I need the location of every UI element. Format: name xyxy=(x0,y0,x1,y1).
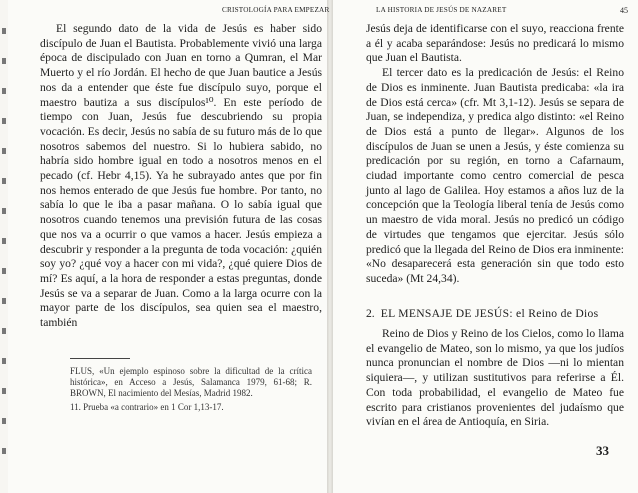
left-paragraph: El segundo dato de la vida de Jesús es haber sido discípulo de Juan el Bautista. Probablemente vivió una larga época de discipulado con Juan en torno a Qumran, el Mar Muerto y el río Jordán. El hecho de que Juan bautice a Jesús nos da a entender que éste fue discípulo suyo, porque el maestro bautiza a sus discípulos¹⁰. En este período de tiempo con Juan, Jesús fue descubriendo su propia vocación. Es decir, Jesús no sabía de su futuro más de lo que nosotros sabemos del nuestro. Si lo hubiera sabido, no habría sido hombre igual en todo a nosotros menos en el pecado (cf. Hebr 4,15). Ya he subrayado antes que por fin nos hemos enterado de que Jesús fue hombre. Por tanto, no sabía lo que le iba a pasar mañana. O lo sabía igual que nosotros cuando tenemos una previsión futura de las cosas que nos va a ocurrir o que vamos a hacer. Jesús empieza a descubrir y responder a la pregunta de toda vocación: ¿quién soy yo? ¿qué voy a hacer con mi vida?, ¿qué quiere Dios de mí? Es aquí, a la hora de responder a estas preguntas, donde Jesús se va a separar de Juan. Como a la larga ocurre con la mayor parte de los discípulos, sea quien sea el maestro, también xyxy=(40,22,322,330)
footnote-10: FLUS, «Un ejemplo espinoso sobre la dificultad de la crítica histórica», en Acceso a Jesús, Salamanca 1979, 61-68; R. BROWN, El nacimiento del Mesías, Madrid 1982. xyxy=(70,366,312,398)
right-paragraph-2: El tercer dato es la predicación de Jesús: el Reino de Dios es inminente. Juan Bautista predicaba: «la ira de Dios está cerca» (cfr. Mt 3,1-12). Jesús se separa de Juan, se independiza, y predica algo distinto: «el Reino de Dios está a punto de llegar». Algunos de los discípulos de Juan se unen a Jesús, y éste comienza su predicación por su región, en torno a Cafarnaum, ciudad importante como centro comercial de pesca junto al lago de Galilea. Hoy estamos a años luz de la concepción que la Teología liberal tenía de Jesús como un maestro de vida moral. Jesús no predicó un código de virtudes que tengamos que ejercitar. Jesús sólo predicó que la llegada del Reino de Dios era inminente: «No desaparecerá esta generación sin que todo esto suceda» (Mt 24,34). xyxy=(366,66,624,285)
footnotes xyxy=(70,366,312,416)
section-heading xyxy=(366,307,628,320)
right-page-number-bottom: 33 xyxy=(596,443,609,458)
section-title: EL MENSAJE DE JESÚS: el Reino de Dios xyxy=(380,307,599,320)
book-gutter xyxy=(327,0,333,493)
section-number: 2. xyxy=(366,307,375,320)
footnote-rule xyxy=(70,358,130,359)
footnote-11: 11. Prueba «a contrario» en 1 Cor 1,13-17. xyxy=(70,402,224,412)
right-paragraph-1: Jesús deja de identificarse con el suyo, reacciona frente a él y acaba separándose: Jesús no predicará lo mismo que Juan el Bautista. xyxy=(366,22,624,65)
left-running-head: CRISTOLOGÍA PARA EMPEZAR xyxy=(222,6,330,14)
right-body-text-bottom xyxy=(366,327,624,430)
right-body-text-top xyxy=(366,22,624,287)
binding-holes xyxy=(0,28,8,468)
right-paragraph-3: Reino de Dios y Reino de los Cielos, como lo llama el evangelio de Mateo, son lo mismo, ya que los judíos nunca pronuncian el nombre de Dios —ni lo mientan siquiera—, y utilizan sustitutivos para referirse a Él. Con toda probabilidad, el evangelio de Mateo fue escrito para cristianos provenientes del judaísmo que vivían en el área de Antioquía, en Siria. xyxy=(366,327,624,429)
right-page-number-top: 45 xyxy=(620,6,628,15)
left-body-text xyxy=(40,22,322,331)
right-running-head: LA HISTORIA DE JESÚS DE NAZARET xyxy=(376,6,507,14)
